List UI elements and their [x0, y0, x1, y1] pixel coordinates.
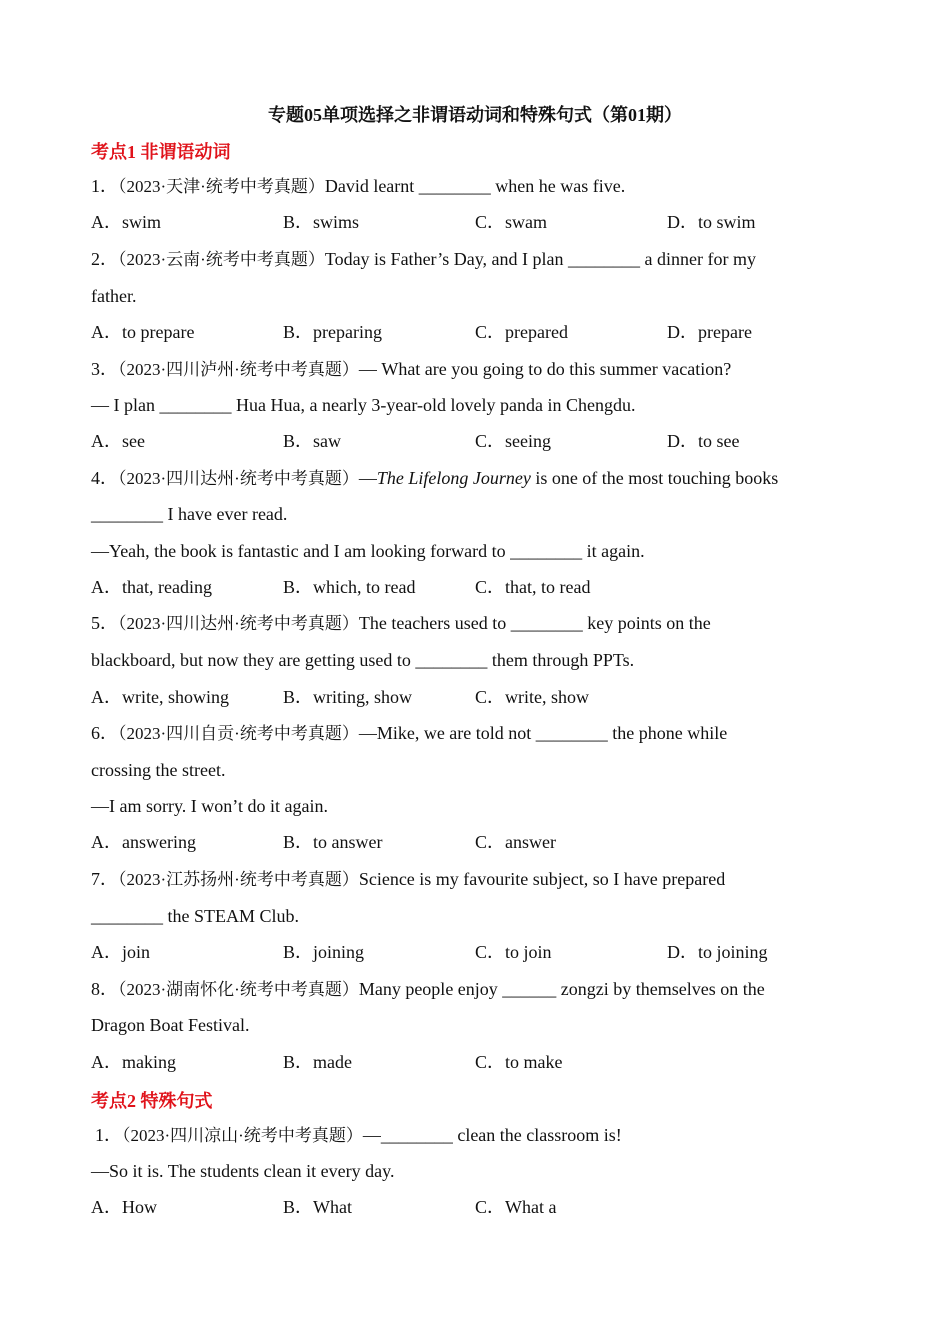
question-5: 5．（2023·四川达州·统考中考真题）The teachers used to ________ key points on the [91, 613, 711, 633]
question-3-cont: — I plan ________ Hua Hua, a nearly 3-year-old lovely panda in Chengdu. [91, 395, 636, 415]
page-title: 专题05单项选择之非谓语动词和特殊句式（第01期） [268, 105, 682, 125]
question-6: 6．（2023·四川自贡·统考中考真题）—Mike, we are told not ________ the phone while [91, 723, 728, 743]
q3-option-c: C．seeing [475, 431, 551, 451]
q4-option-a: A．that, reading [91, 577, 212, 597]
q3-option-a: A．see [91, 431, 145, 451]
q3-option-b: B．saw [283, 431, 341, 451]
q7-option-a: A．join [91, 942, 151, 962]
question-7-cont: ________ the STEAM Club. [91, 906, 300, 926]
question-2: 2．（2023·云南·统考中考真题）Today is Father’s Day, and I plan ________ a dinner for my [91, 249, 756, 269]
q8-option-c: C．to make [475, 1052, 563, 1072]
q7-option-d: D．to joining [667, 942, 768, 962]
s2-question-1: 1．（2023·四川凉山·统考中考真题）—________ clean the classroom is! [95, 1125, 622, 1145]
q4-option-b: B．which, to read [283, 577, 416, 597]
q2-option-c: C．prepared [475, 322, 568, 342]
q5-option-b: B．writing, show [283, 687, 413, 707]
q7-option-c: C．to join [475, 942, 552, 962]
q1-option-b: B．swims [283, 212, 360, 232]
q5-option-a: A．write, showing [91, 687, 229, 707]
question-5-cont: blackboard, but now they are getting used to ________ them through PPTs. [91, 650, 635, 670]
q4-option-c: C．that, to read [475, 577, 591, 597]
question-4-cont: ________ I have ever read. [91, 504, 288, 524]
s2q1-option-a: A．How [91, 1197, 157, 1217]
q2-option-d: D．prepare [667, 322, 752, 342]
q6-option-a: A．answering [91, 832, 196, 852]
q6-option-c: C．answer [475, 832, 556, 852]
question-6-reply: —I am sorry. I won’t do it again. [91, 796, 328, 816]
section-heading-1: 考点1 非谓语动词 [91, 142, 231, 162]
q2-option-b: B．preparing [283, 322, 382, 342]
question-7: 7．（2023·江苏扬州·统考中考真题）Science is my favourite subject, so I have prepared [91, 869, 726, 889]
question-4: 4．（2023·四川达州·统考中考真题）—The Lifelong Journey is one of the most touching books [91, 468, 779, 488]
section-heading-2: 考点2 特殊句式 [91, 1091, 213, 1111]
q8-option-a: A．making [91, 1052, 176, 1072]
q6-option-b: B．to answer [283, 832, 383, 852]
q8-option-b: B．made [283, 1052, 352, 1072]
q3-option-d: D．to see [667, 431, 740, 451]
question-6-cont: crossing the street. [91, 760, 226, 780]
s2q1-option-c: C．What a [475, 1197, 557, 1217]
question-8: 8．（2023·湖南怀化·统考中考真题）Many people enjoy ______ zongzi by themselves on the [91, 979, 765, 999]
question-2-cont: father. [91, 286, 137, 306]
s2-question-1-reply: —So it is. The students clean it every day. [91, 1161, 395, 1181]
s2q1-option-b: B．What [283, 1197, 352, 1217]
question-3: 3．（2023·四川泸州·统考中考真题）— What are you going to do this summer vacation? [91, 359, 732, 379]
q5-option-c: C．write, show [475, 687, 589, 707]
question-4-reply: —Yeah, the book is fantastic and I am looking forward to ________ it again. [91, 541, 645, 561]
question-1: 1．（2023·天津·统考中考真题）David learnt ________ when he was five. [91, 176, 626, 196]
q2-option-a: A．to prepare [91, 322, 195, 342]
q1-option-d: D．to swim [667, 212, 756, 232]
q1-option-c: C．swam [475, 212, 547, 232]
question-8-cont: Dragon Boat Festival. [91, 1015, 250, 1035]
q1-option-a: A．swim [91, 212, 162, 232]
q7-option-b: B．joining [283, 942, 365, 962]
